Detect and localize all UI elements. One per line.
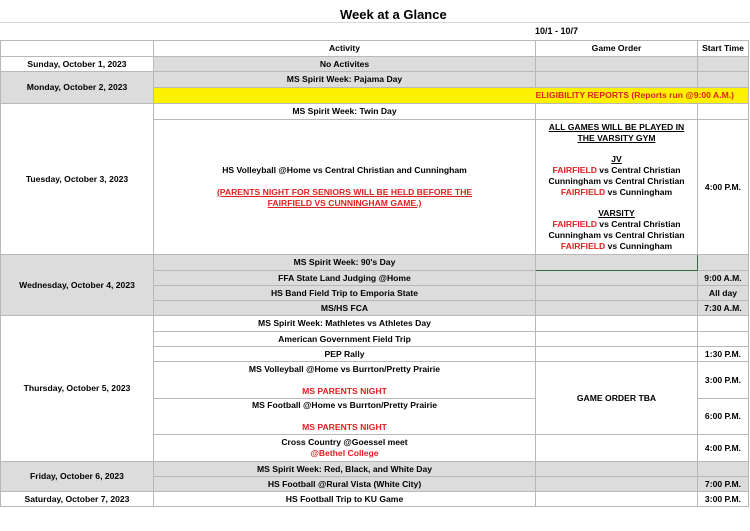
time-cell: All day (698, 286, 749, 301)
activity-cell: FFA State Land Judging @Home (154, 271, 536, 286)
game-order-cell (536, 301, 698, 316)
table-row (1, 57, 749, 72)
game-line (539, 165, 694, 176)
varsity-label: VARSITY (598, 208, 635, 218)
eligibility-banner: ELIGIBILITY REPORTS (Reports run @9:00 A.M.) (154, 88, 749, 104)
table-row (1, 316, 749, 332)
time-cell (698, 316, 749, 332)
game-order-cell (536, 492, 698, 507)
table-row (1, 104, 749, 120)
activity-cell: MS Spirit Week: Red, Black, and White Day (154, 462, 536, 477)
activity-cell (154, 399, 536, 435)
game-order-cell (536, 72, 698, 88)
header-row (1, 41, 749, 57)
game-line (539, 241, 694, 252)
table-row (1, 462, 749, 477)
date-range: 10/1 - 10/7 (535, 26, 579, 36)
activity-text: MS Football @Home vs Burrton/Pretty Prairie (251, 400, 438, 410)
game-line: Cunningham vs Central Christian (548, 230, 685, 240)
time-cell (698, 462, 749, 477)
activity-cell: PEP Rally (154, 347, 536, 362)
activity-cell: MS Spirit Week: Mathletes vs Athletes Day (154, 316, 536, 332)
opponent: vs Cunningham (605, 187, 673, 197)
day-label: Saturday, October 7, 2023 (1, 492, 154, 507)
time-cell: 4:00 P.M. (698, 120, 749, 255)
activity-cell: HS Football @Rural Vista (White City) (154, 477, 536, 492)
day-label: Wednesday, October 4, 2023 (1, 255, 154, 316)
game-line: Cunningham vs Central Christian (548, 176, 685, 186)
game-order-cell (536, 462, 698, 477)
opponent: vs Central Christian (596, 165, 681, 175)
page-title: Week at a Glance (340, 7, 447, 22)
time-cell: 3:00 P.M. (698, 362, 749, 399)
activity-cell: MS/HS FCA (154, 301, 536, 316)
game-order-cell (536, 271, 698, 286)
opponent: vs Cunningham (605, 241, 673, 251)
day-label: Friday, October 6, 2023 (1, 462, 154, 492)
time-cell (698, 72, 749, 88)
game-line (539, 219, 694, 230)
game-order-cell (536, 316, 698, 332)
time-cell (698, 255, 749, 271)
game-order-cell (536, 286, 698, 301)
parents-night-note: FAIRFIELD VS CUNNINGHAM GAME.) (267, 198, 422, 208)
activity-text: MS Volleyball @Home vs Burrton/Pretty Prairie (248, 363, 441, 374)
activity-text: Cross Country @Goessel meet (281, 437, 408, 447)
title-rule (0, 22, 750, 23)
parents-night-note: MS PARENTS NIGHT (302, 385, 387, 396)
game-order-cell (536, 332, 698, 347)
table-row (1, 255, 749, 271)
activity-cell (154, 120, 536, 255)
time-cell: 4:00 P.M. (698, 435, 749, 462)
gym-note: ALL GAMES WILL BE PLAYED IN (548, 122, 685, 132)
opponent: vs Central Christian (596, 219, 681, 229)
jv-label: JV (611, 154, 622, 164)
time-cell (698, 332, 749, 347)
activity-cell: HS Band Field Trip to Emporia State (154, 286, 536, 301)
team-name: FAIRFIELD (560, 241, 606, 251)
header-activity: Activity (154, 41, 536, 57)
game-order-cell (536, 477, 698, 492)
time-cell: 7:30 A.M. (698, 301, 749, 316)
game-order-cell (536, 435, 698, 462)
time-cell (698, 57, 749, 72)
header-game-order: Game Order (536, 41, 698, 57)
time-cell: 6:00 P.M. (698, 399, 749, 435)
day-label: Tuesday, October 3, 2023 (1, 104, 154, 255)
game-line (539, 187, 694, 198)
activity-cell (154, 362, 536, 399)
time-cell: 3:00 P.M. (698, 492, 749, 507)
location-note: @Bethel College (310, 448, 379, 458)
table-row (1, 72, 749, 88)
header-day (1, 41, 154, 57)
game-order-cell (536, 255, 698, 271)
time-cell (698, 104, 749, 120)
time-cell: 7:00 P.M. (698, 477, 749, 492)
parents-night-note: MS PARENTS NIGHT (302, 422, 387, 432)
activity-cell: No Activites (154, 57, 536, 72)
day-label: Monday, October 2, 2023 (1, 72, 154, 104)
team-name: FAIRFIELD (552, 165, 597, 175)
activity-cell (154, 435, 536, 462)
gym-note: THE VARSITY GYM (577, 133, 656, 143)
activity-cell: HS Football Trip to KU Game (154, 492, 536, 507)
team-name: FAIRFIELD (552, 219, 597, 229)
parents-night-note: (PARENTS NIGHT FOR SENIORS WILL BE HELD BEFORE THE (216, 187, 473, 197)
activity-cell: MS Spirit Week: 90's Day (154, 255, 536, 271)
time-cell: 1:30 P.M. (698, 347, 749, 362)
time-cell: 9:00 A.M. (698, 271, 749, 286)
day-label: Thursday, October 5, 2023 (1, 316, 154, 462)
schedule-table (0, 40, 749, 507)
activity-cell: MS Spirit Week: Pajama Day (154, 72, 536, 88)
activity-cell: MS Spirit Week: Twin Day (154, 104, 536, 120)
day-label: Sunday, October 1, 2023 (1, 57, 154, 72)
team-name: FAIRFIELD (560, 187, 606, 197)
game-order-cell (536, 347, 698, 362)
game-order-cell (536, 57, 698, 72)
game-order-cell: GAME ORDER TBA (536, 362, 698, 435)
game-order-cell (536, 104, 698, 120)
game-order-cell (536, 120, 698, 255)
table-row (1, 492, 749, 507)
activity-cell: American Government Field Trip (154, 332, 536, 347)
header-start-time: Start Time (698, 41, 749, 57)
activity-text: HS Volleyball @Home vs Central Christian and Cunningham (222, 165, 467, 175)
